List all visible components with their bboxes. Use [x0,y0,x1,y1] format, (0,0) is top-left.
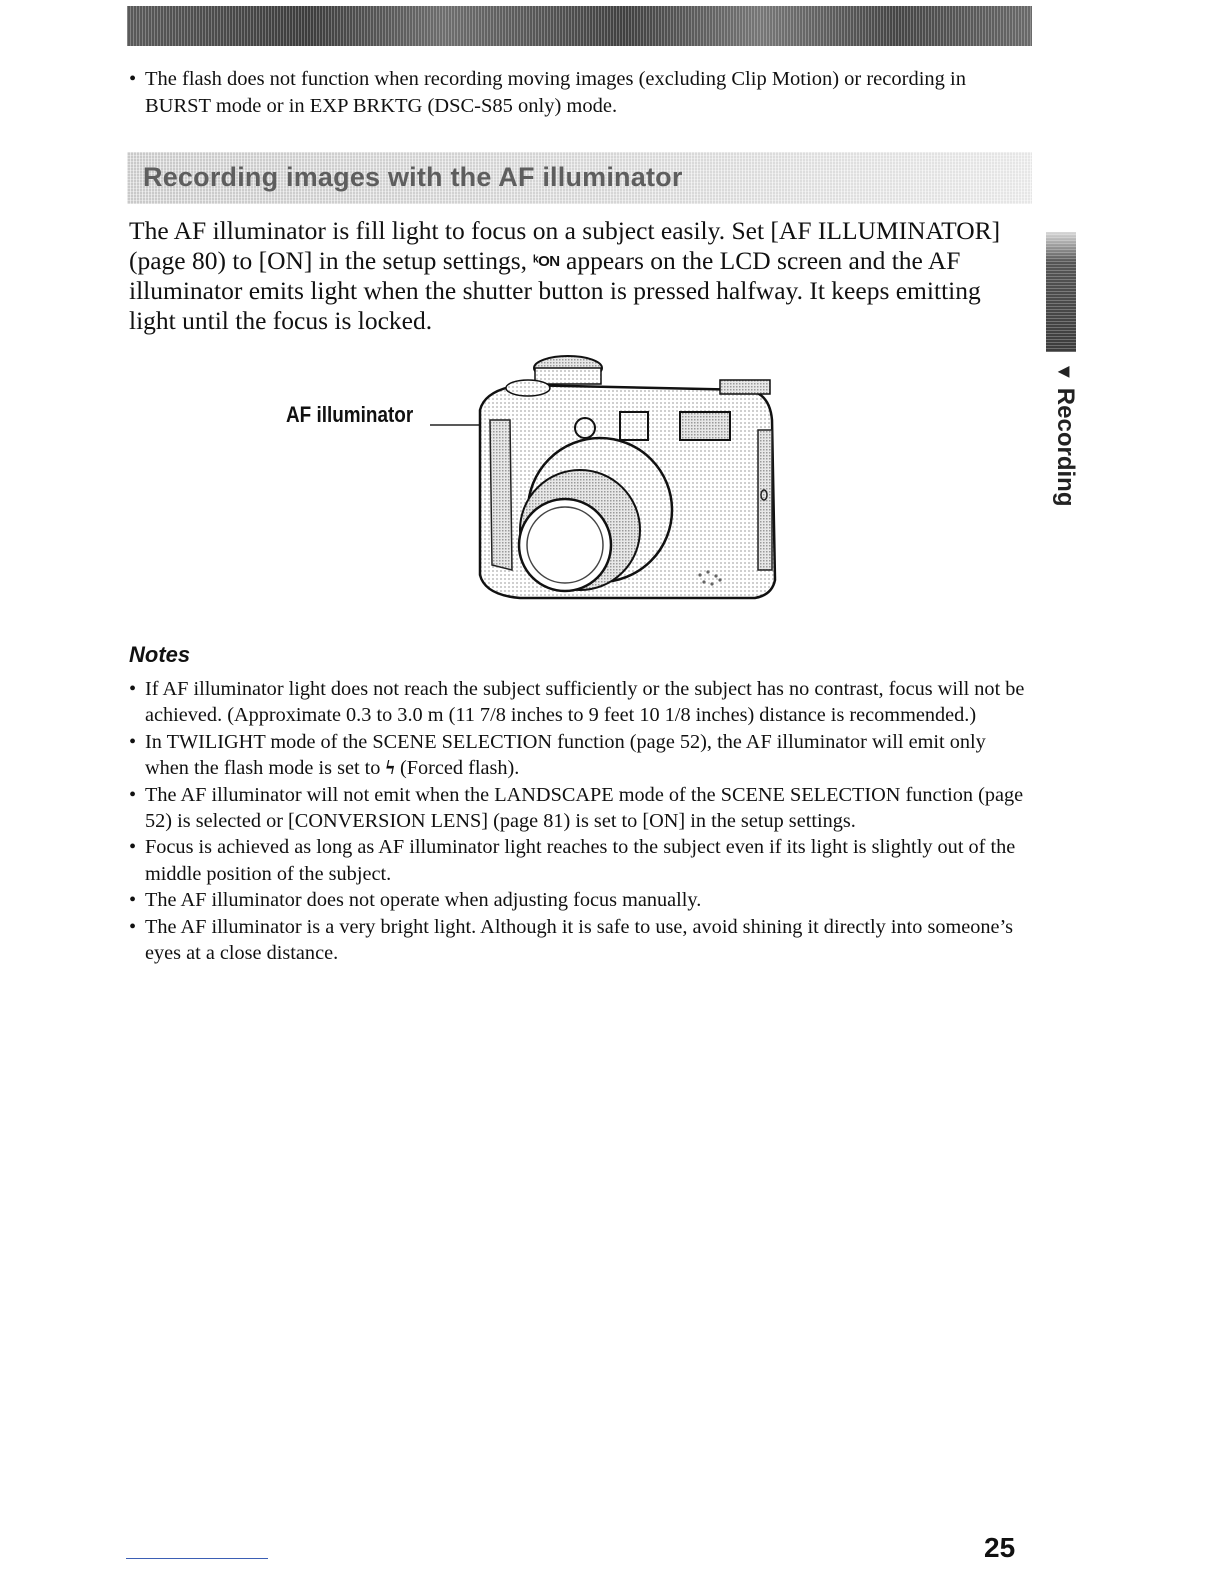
list-item [129,782,1029,835]
list-item [129,887,1029,913]
shutter-button [506,380,550,396]
flash-window [680,412,730,440]
flash-note-text: The flash does not function when recording moving images (excluding Clip Motion) or recording in BURST mode or in EXP BRKTG (DSC-S85 only) mode. [145,68,966,117]
dial-base [535,368,601,384]
camera-grip [490,420,512,570]
note-text: The AF illuminator is a very bright light. Although it is safe to use, avoid shining it directly into someone’s eyes at a close distance. [145,915,1014,965]
note-text: (Forced flash). [394,757,520,780]
note-text: The AF illuminator does not operate when adjusting focus manually. [145,889,702,912]
bullet-icon: • [129,915,137,938]
list-item [129,729,1029,782]
footer-rule [126,1558,268,1559]
page-number: 25 [984,1532,1016,1563]
bullet-icon: • [129,889,137,912]
top-decorative-bar [127,6,1032,46]
intro-text-part2: appears on the LCD screen and the AF illuminator emits light when the shutter button is pressed halfway. It keeps emitting light until the focus is locked. [129,245,981,335]
viewfinder-window [620,412,648,440]
af-illuminator-label: AF illuminator [286,402,414,427]
intro-paragraph [129,216,1024,335]
notes-heading: Notes [129,642,191,667]
af-on-icon: ᵏON [533,252,560,270]
note-text: Focus is achieved as long as AF illuminator light reaches to the subject even if its light is slightly out of the middle position of the subject. [145,836,1016,885]
bullet-icon: • [129,730,137,753]
intro-text-part1: The AF illuminator is fill light to focus on a subject easily. Set [AF ILLUMINATOR] (page 80) to [ON] in the setup settings, [129,216,1001,275]
bullet-icon: • [129,783,137,806]
notes-list [129,676,1029,966]
list-item [129,914,1029,967]
camera-illustration [280,350,800,620]
note-text: The AF illuminator will not emit when the LANDSCAPE mode of the SCENE SELECTION function (page 52) is selected or [CONVERSION LENS] (page 81) is set to [ON] in the setup settings. [145,783,1024,833]
bullet-icon: • [129,68,137,90]
bullet-icon: • [129,678,137,700]
bullet-icon: • [129,836,137,859]
side-chapter-tab [1046,232,1076,352]
note-text: If AF illuminator light does not reach the subject sufficiently or the subject has no contrast, focus will not be achieved. (Approximate 0.3 to 3.0 m (11 7/8 inches to 9 feet 10 1/8 inches) distance is recommended.) [145,678,1025,727]
arrow-down-icon: ▼ [1053,362,1075,382]
af-illuminator-lamp [575,418,595,438]
flash-hood [720,380,770,394]
list-item [129,834,1029,887]
flash-icon: ϟ [385,757,395,780]
side-chapter-label [1051,362,1079,506]
section-header [127,152,1032,204]
lens-glass [527,507,603,583]
note-text: In TWILIGHT mode of the SCENE SELECTION function (page 52), the AF illuminator will emit only when the flash mode is set to [145,730,986,780]
section-title: Recording images with the AF illuminator [143,162,683,192]
flash-note [129,66,1009,120]
list-item [129,676,1029,729]
chapter-name: Recording [1052,387,1079,507]
list-item [129,66,1009,120]
